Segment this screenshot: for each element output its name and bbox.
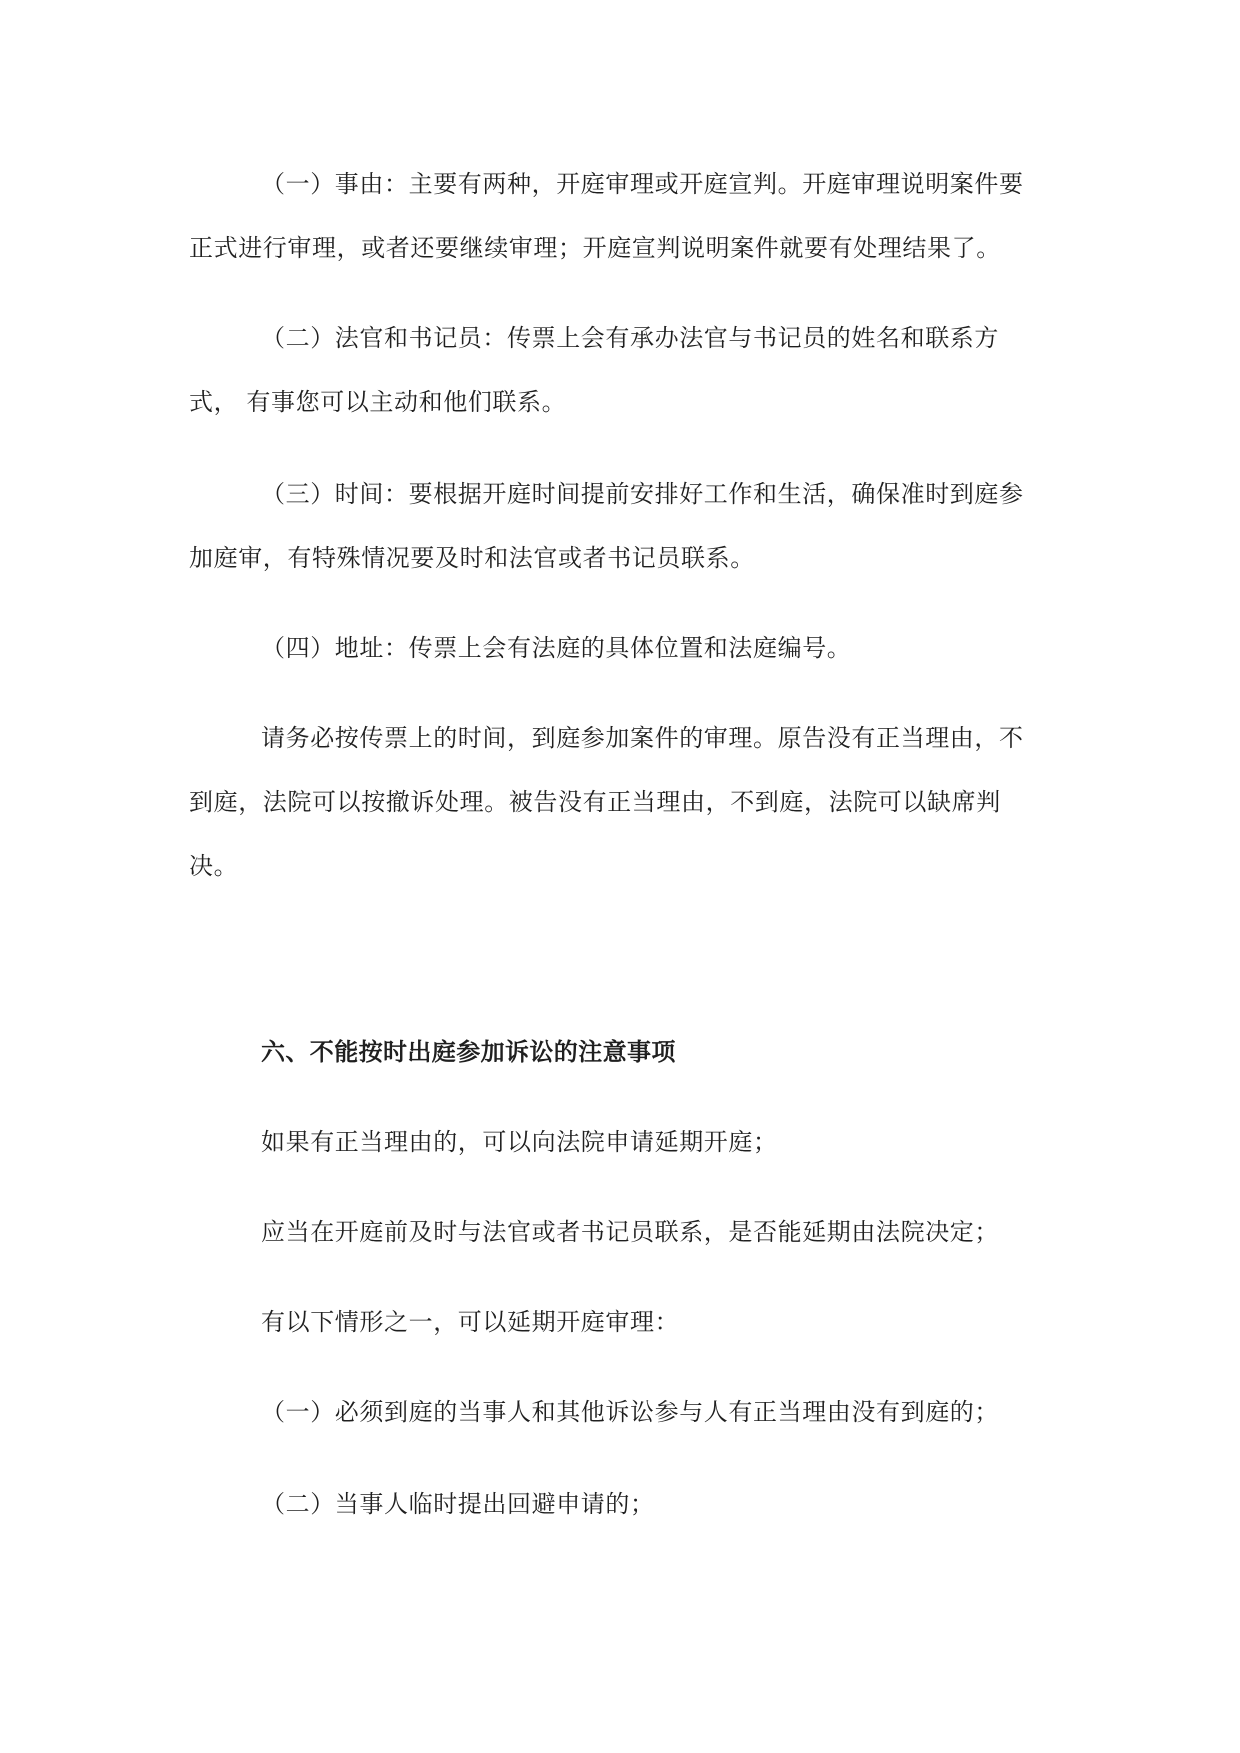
paragraph-1-line-1: （一）事由：主要有两种，开庭审理或开庭宣判。开庭审理说明案件要 [261, 170, 1024, 198]
paragraph-1-line-2: 正式进行审理，或者还要继续审理；开庭宣判说明案件就要有处理结果了。 [189, 234, 1001, 262]
paragraph-5-line-2: 到庭，法院可以按撤诉处理。被告没有正当理由，不到庭，法院可以缺席判 [189, 788, 1001, 816]
paragraph-2-line-2: 式， 有事您可以主动和他们联系。 [189, 388, 567, 416]
section-6-line-3: 有以下情形之一，可以延期开庭审理： [261, 1308, 680, 1336]
section-6-item-1: （一）必须到庭的当事人和其他诉讼参与人有正当理由没有到庭的； [261, 1398, 999, 1426]
paragraph-5-line-1: 请务必按传票上的时间，到庭参加案件的审理。原告没有正当理由，不 [261, 724, 1024, 752]
paragraph-3-line-1: （三）时间：要根据开庭时间提前安排好工作和生活，确保准时到庭参 [261, 480, 1024, 508]
paragraph-4-line-1: （四）地址：传票上会有法庭的具体位置和法庭编号。 [261, 634, 852, 662]
section-6-heading: 六、不能按时出庭参加诉讼的注意事项 [261, 1038, 676, 1066]
paragraph-3-line-2: 加庭审，有特殊情况要及时和法官或者书记员联系。 [189, 544, 755, 572]
section-6-line-1: 如果有正当理由的，可以向法院申请延期开庭； [261, 1128, 778, 1156]
paragraph-5-line-3: 决。 [189, 852, 239, 880]
section-6-item-2: （二）当事人临时提出回避申请的； [261, 1490, 655, 1518]
paragraph-2-line-1: （二）法官和书记员：传票上会有承办法官与书记员的姓名和联系方 [261, 324, 999, 352]
section-6-line-2: 应当在开庭前及时与法官或者书记员联系，是否能延期由法院决定； [261, 1218, 999, 1246]
